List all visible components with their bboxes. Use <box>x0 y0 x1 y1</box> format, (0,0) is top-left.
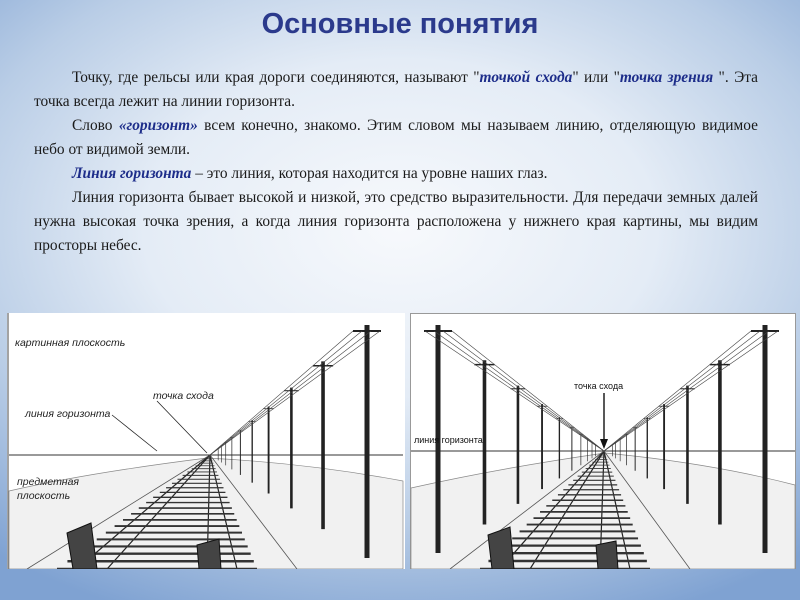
left-perspective-figure <box>7 313 405 569</box>
vanishing-point-label: точка схода <box>153 390 214 402</box>
body-text <box>34 66 758 258</box>
vanishing-point-pointer <box>157 401 207 453</box>
telegraph-wire <box>443 331 604 451</box>
telegraph-wire <box>452 331 604 451</box>
right-figure-drawing <box>410 313 796 569</box>
p1-text-e: ". Эта точка всегда лежит на линии горизонта. <box>34 69 758 110</box>
paragraph-2 <box>34 114 758 162</box>
telegraph-wire <box>210 331 380 455</box>
horizon-line-label: линия горизонта <box>25 408 111 420</box>
vanishing-point-label-right: точка схода <box>574 381 624 391</box>
page-title: Основные понятия <box>261 8 539 40</box>
horizon-line-label-right: линия горизонта <box>414 435 483 445</box>
term-horizon: «горизонт» <box>118 117 198 134</box>
p2-text-a: Слово <box>72 117 119 134</box>
rail-profile-right <box>197 539 221 569</box>
rail-profile-left-right <box>488 527 514 569</box>
telegraph-wire <box>604 331 760 451</box>
paragraph-1 <box>34 66 758 114</box>
p3-text-b: – это линия, которая находится на уровне наших глаз. <box>191 165 548 182</box>
rail-profile-right-right <box>596 541 618 569</box>
term-point-of-view: точка зрения <box>619 69 714 86</box>
left-figure-drawing <box>7 313 405 569</box>
horizon-label-pointer <box>112 415 157 451</box>
p1-text-c: " или " <box>572 69 620 86</box>
telegraph-wire <box>604 331 751 451</box>
object-plane-label-1: предметная <box>17 476 80 488</box>
telegraph-wire <box>210 331 362 455</box>
p1-text-a: Точку, где рельсы или края дороги соединяются, называют " <box>72 69 480 86</box>
telegraph-wire <box>425 331 604 451</box>
p2-text-c: всем конечно, знакомо. Этим словом мы называем линию, отделяющую видимое небо от видимой земли. <box>34 117 758 158</box>
term-vanishing-point: точкой схода <box>479 69 573 86</box>
picture-plane-label: картинная плоскость <box>15 337 126 349</box>
object-plane-label-2: плоскость <box>17 490 71 502</box>
vanishing-point-arrow-head <box>600 439 608 449</box>
paragraph-4: Линия горизонта бывает высокой и низкой, это средство выразительности. Для передачи земных далей нужна высокая точка зрения, а когда линия горизонта расположена у нижнего края картины, мы видим просторы небес. <box>34 189 758 254</box>
paragraph-3 <box>34 162 758 186</box>
telegraph-wire <box>210 331 353 455</box>
term-horizon-line: Линия горизонта <box>72 165 192 182</box>
telegraph-wire <box>604 331 778 451</box>
right-perspective-figure <box>410 313 796 569</box>
